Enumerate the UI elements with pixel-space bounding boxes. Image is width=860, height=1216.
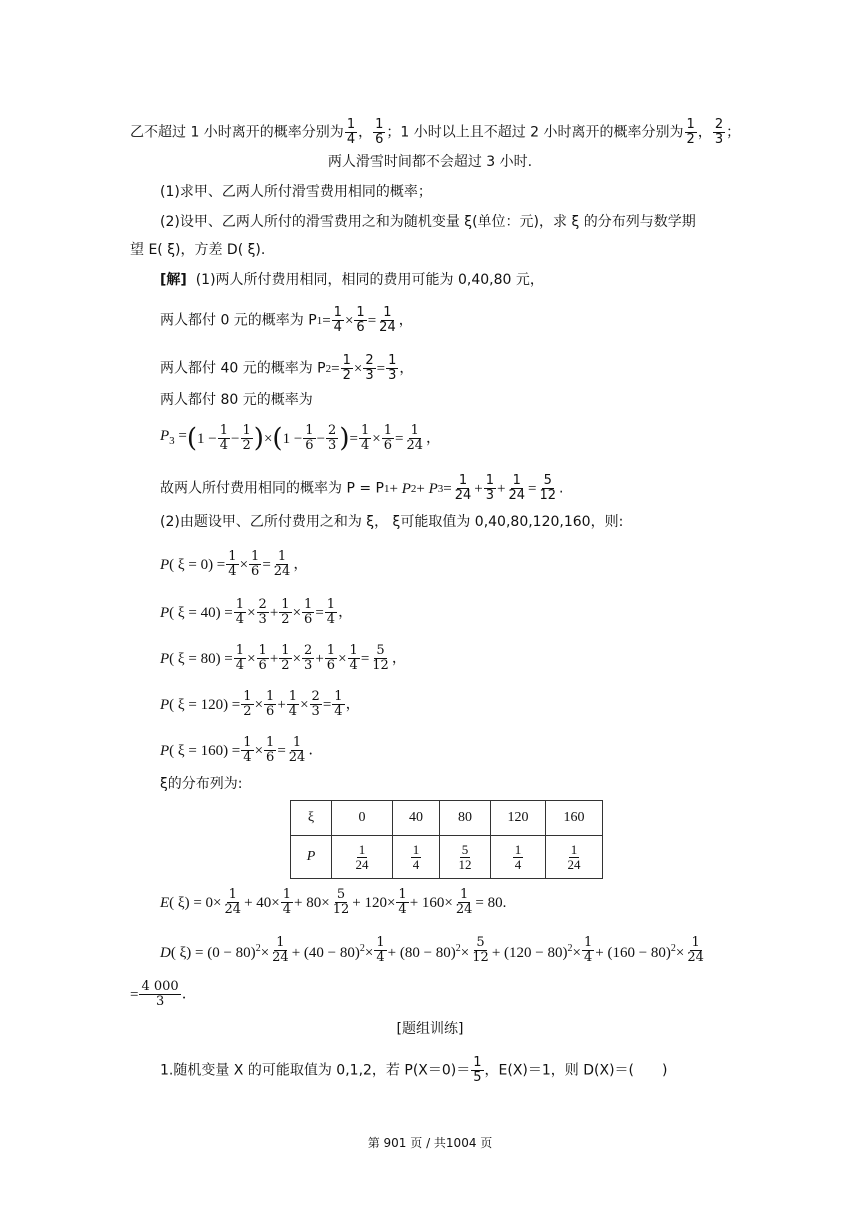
prob-xi-0: P( ξ = 0) = $\frac{1}{4}$ × $\frac{1}{6}$ = $\frac{1}{24}$ ，: [160, 549, 308, 579]
variance-equation: D( $\xi) = (0 - 80)^2\times$ $\frac{1}{24}$ + $(40 - 80)^2\times$ $\frac{1}{4}$ + $(80 - 80)^2\times$ $\frac{5}{12}$ + $(120 - 80)^2\times$ $\frac{1}{4}$ + $(160 - 80)^2\times$ $\frac{1}{24}$: [160, 935, 704, 965]
table-cell: $\frac{1}{4}$: [491, 836, 546, 879]
table-cell: $\frac{1}{4}$: [393, 836, 440, 879]
question-2-line-b: 望 E( ξ)，方差 D( ξ).: [130, 242, 266, 258]
p3-text-line: 两人都付 80 元的概率为: [160, 392, 313, 408]
table-cell: 40: [393, 801, 440, 836]
table-cell: 160: [546, 801, 603, 836]
table-row: [291, 836, 603, 879]
fraction: $\frac{1}{6}$: [375, 117, 384, 147]
fraction: $\frac{1}{2}$: [686, 117, 695, 147]
distribution-label: ξ的分布列为:: [160, 776, 243, 792]
p3-equation: $P_3 =(1$ − $\frac{1}{4}$ − $\frac{1}{2}$ )×(1 − $\frac{1}{6}$ − $\frac{2}{3}$ )= $\frac{1}{4}$ × $\frac{1}{6}$ = $\frac{1}{24}$ ，: [160, 423, 441, 454]
table-cell: 120: [491, 801, 546, 836]
solution-line-2: (2)由题设甲、乙所付费用之和为 ξ， ξ可能取值为 0,40,80,120,160，则:: [160, 514, 624, 530]
table-row: [291, 801, 603, 836]
exercise-1: 1.随机变量 X 的可能取值为 0,1,2，若 P(X＝0)＝ $\frac{1}{5}$ ，E(X)＝1，则 D(X)＝( ): [160, 1055, 668, 1085]
solution-line-1: [解] (1)两人所付费用相同，相同的费用可能为 0,40,80 元，: [160, 272, 544, 288]
question-2-line-a: (2)设甲、乙两人所付的滑雪费用之和为随机变量 ξ(单位：元)，求 ξ 的分布列与数学期: [160, 214, 696, 230]
prob-xi-120: P( ξ = 120) = $\frac{1}{2}$ × $\frac{1}{6}$ + $\frac{1}{4}$ × $\frac{2}{3}$ = $\frac{1}{4}$ ，: [160, 689, 361, 719]
fraction: $\frac{2}{3}$: [714, 117, 724, 147]
table-cell: $\frac{5}{12}$: [440, 836, 491, 879]
p1-line: 两人都付 0 元的概率为 P1= $\frac{1}{4}$ × $\frac{1}{6}$ = $\frac{1}{24}$ ，: [160, 305, 413, 335]
fraction: $\frac{1}{5}$: [473, 1055, 482, 1085]
table-cell: P: [291, 836, 332, 879]
table-cell: $\frac{1}{24}$: [332, 836, 393, 879]
table-cell: ξ: [291, 801, 332, 836]
exercise-group-title: [题组训练]: [396, 1021, 464, 1037]
p2-line: 两人都付 40 元的概率为 P2= $\frac{1}{2}$ × $\frac{2}{3}$ = $\frac{1}{3}$ ，: [160, 353, 414, 383]
page-footer: 第 901 页 / 共1004 页: [367, 1136, 493, 1150]
fraction: $\frac{1}{4}$: [346, 117, 356, 147]
prob-xi-80: P( ξ = 80) = $\frac{1}{4}$ × $\frac{1}{6}$ + $\frac{1}{2}$ × $\frac{2}{3}$ + $\frac{1}{6}$ × $\frac{1}{4}$ = $\frac{5}{12}$ ，: [160, 643, 407, 673]
question-1: (1)求甲、乙两人所付滑雪费用相同的概率；: [160, 184, 432, 200]
sum-equation: 故两人所付费用相同的概率为 P = P1+ P2+ P3= $\frac{1}{24}$ + $\frac{1}{3}$ + $\frac{1}{24}$ = $\frac{5}{12}$ .: [160, 473, 564, 503]
table-cell: $\frac{1}{24}$: [546, 836, 603, 879]
expectation-equation: E( ξ) = 0× $\frac{1}{24}$ + 40× $\frac{1}{4}$ + 80× $\frac{5}{12}$ + 120× $\frac{1}{4}$ + 160× $\frac{1}{24}$ = 80.: [160, 887, 507, 917]
problem-line-2: 两人滑雪时间都不会超过 3 小时.: [327, 154, 533, 170]
table-cell: 80: [440, 801, 491, 836]
prob-xi-40: P( ξ = 40) = $\frac{1}{4}$ × $\frac{2}{3}$ + $\frac{1}{2}$ × $\frac{1}{6}$ = $\frac{1}{4}$ ，: [160, 597, 353, 627]
problem-intro-line: 乙不超过 1 小时离开的概率分别为 $\frac{1}{4}$ ， $\frac{1}{6}$ ；1 小时以上且不超过 2 小时离开的概率分别为 $\frac{1}{2}$ ， $\frac{2}{3}$ ；: [130, 117, 741, 147]
table-cell: 0: [332, 801, 393, 836]
solution-tag: [解]: [160, 272, 187, 288]
variance-result: = $\frac{4 000}{3}$ .: [130, 979, 187, 1009]
prob-xi-160: P( ξ = 160) = $\frac{1}{4}$ × $\frac{1}{6}$ = $\frac{1}{24}$ .: [160, 735, 313, 765]
distribution-table: [290, 800, 603, 879]
